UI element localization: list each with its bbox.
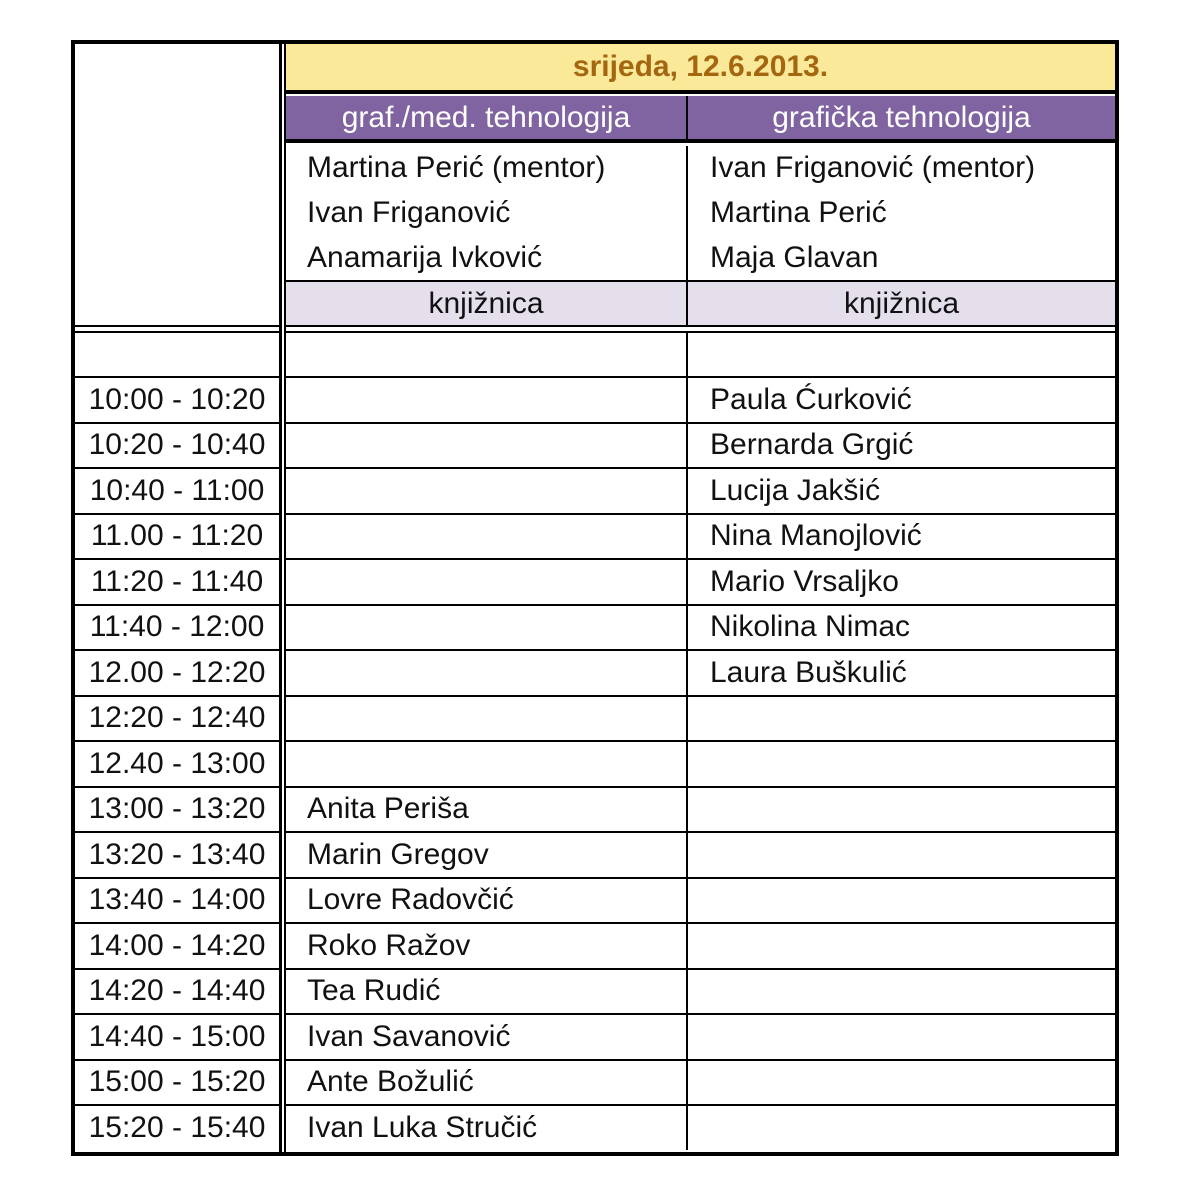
student-graf-med [286, 742, 686, 786]
time-slot: 14:40 - 15:00 [88, 1019, 266, 1053]
student-graficka: Nina Manojlović [710, 519, 922, 553]
student-graf-med [286, 560, 686, 604]
table-row [286, 879, 1115, 923]
student-graficka [688, 1106, 1115, 1150]
time-slot: 15:20 - 15:40 [88, 1110, 266, 1144]
table-row [286, 742, 1115, 786]
student-graf-med [286, 651, 686, 695]
student-graficka: Bernarda Grgić [710, 428, 914, 462]
table-row [286, 469, 1115, 513]
student-graf-med [286, 424, 686, 468]
student-graf-med [286, 469, 686, 513]
time-slot: 10:20 - 10:40 [88, 428, 266, 462]
time-slot: 13:00 - 13:20 [88, 792, 266, 826]
student-graficka [688, 1015, 1115, 1059]
table-row [286, 970, 1115, 1014]
time-column [75, 44, 282, 1152]
committee-member: Ivan Friganović [307, 195, 511, 229]
student-graficka [688, 788, 1115, 832]
student-graficka [688, 1061, 1115, 1105]
time-slot: 15:00 - 15:20 [88, 1065, 266, 1099]
time-slot: 14:00 - 14:20 [88, 928, 266, 962]
time-slot: 14:20 - 14:40 [88, 974, 266, 1008]
committee-row [286, 146, 1115, 280]
table-row [286, 515, 1115, 559]
location-graficka: knjižnica [688, 282, 1115, 325]
table-row [286, 833, 1115, 877]
time-slot: 12.40 - 13:00 [88, 746, 266, 780]
student-graficka [688, 924, 1115, 968]
committee-member: Anamarija Ivković [307, 240, 543, 274]
sessions-area [286, 44, 1115, 1152]
student-graficka: Paula Ćurković [710, 382, 912, 416]
table-row [286, 560, 1115, 604]
student-graficka: Lucija Jakšić [710, 473, 881, 507]
table-row [286, 651, 1115, 695]
spacer-row [286, 333, 1115, 376]
time-slot: 12:20 - 12:40 [88, 701, 266, 735]
student-graficka [688, 879, 1115, 923]
column-title-graficka: grafička tehnologija [688, 96, 1115, 139]
student-graficka [688, 833, 1115, 877]
student-graf-med: Ivan Savanović [307, 1019, 511, 1053]
committee-member: Martina Perić (mentor) [307, 151, 606, 185]
student-graficka: Laura Buškulić [710, 655, 907, 689]
table-row [286, 1061, 1115, 1105]
date-row [286, 44, 1115, 90]
date-label: srijeda, 12.6.2013. [286, 44, 1115, 90]
time-slot: 10:40 - 11:00 [89, 473, 265, 507]
student-graf-med: Tea Rudić [307, 974, 441, 1008]
student-graf-med: Anita Periša [307, 792, 469, 826]
committee-graficka [688, 146, 1115, 280]
student-graf-med [286, 606, 686, 650]
table-row [286, 424, 1115, 468]
student-graficka: Mario Vrsaljko [710, 564, 899, 598]
student-graf-med: Roko Ražov [307, 928, 471, 962]
schedule-table [71, 40, 1119, 1156]
table-row [286, 697, 1115, 741]
time-slot: 10:00 - 10:20 [88, 382, 266, 416]
table-row [286, 1106, 1115, 1150]
student-graficka [688, 970, 1115, 1014]
student-graficka [688, 697, 1115, 741]
table-row [286, 788, 1115, 832]
table-row [286, 378, 1115, 422]
table-row [286, 924, 1115, 968]
table-row [286, 1015, 1115, 1059]
time-slot: 11.00 - 11:20 [90, 519, 264, 553]
time-slot: 13:20 - 13:40 [88, 837, 266, 871]
student-graficka [688, 742, 1115, 786]
committee-member: Ivan Friganović (mentor) [710, 151, 1036, 185]
student-graf-med [286, 378, 686, 422]
table-row [286, 606, 1115, 650]
student-graf-med [286, 697, 686, 741]
student-graf-med: Ante Božulić [307, 1065, 474, 1099]
committee-member: Martina Perić [710, 195, 887, 229]
committee-member: Maja Glavan [710, 240, 879, 274]
time-slot: 13:40 - 14:00 [88, 883, 266, 917]
student-graficka: Nikolina Nimac [710, 610, 911, 644]
time-slot: 12.00 - 12:20 [88, 655, 266, 689]
location-graf-med: knjižnica [286, 282, 686, 325]
student-graf-med: Ivan Luka Stručić [307, 1110, 538, 1144]
column-title-row [286, 96, 1115, 139]
committee-graf-med [286, 146, 686, 280]
student-graf-med [286, 515, 686, 559]
time-slot: 11:20 - 11:40 [90, 564, 264, 598]
column-title-graf-med: graf./med. tehnologija [286, 96, 686, 139]
student-graf-med: Lovre Radovčić [307, 883, 514, 917]
location-row [286, 282, 1115, 325]
student-graf-med: Marin Gregov [307, 837, 489, 871]
time-slot: 11:40 - 12:00 [89, 610, 265, 644]
